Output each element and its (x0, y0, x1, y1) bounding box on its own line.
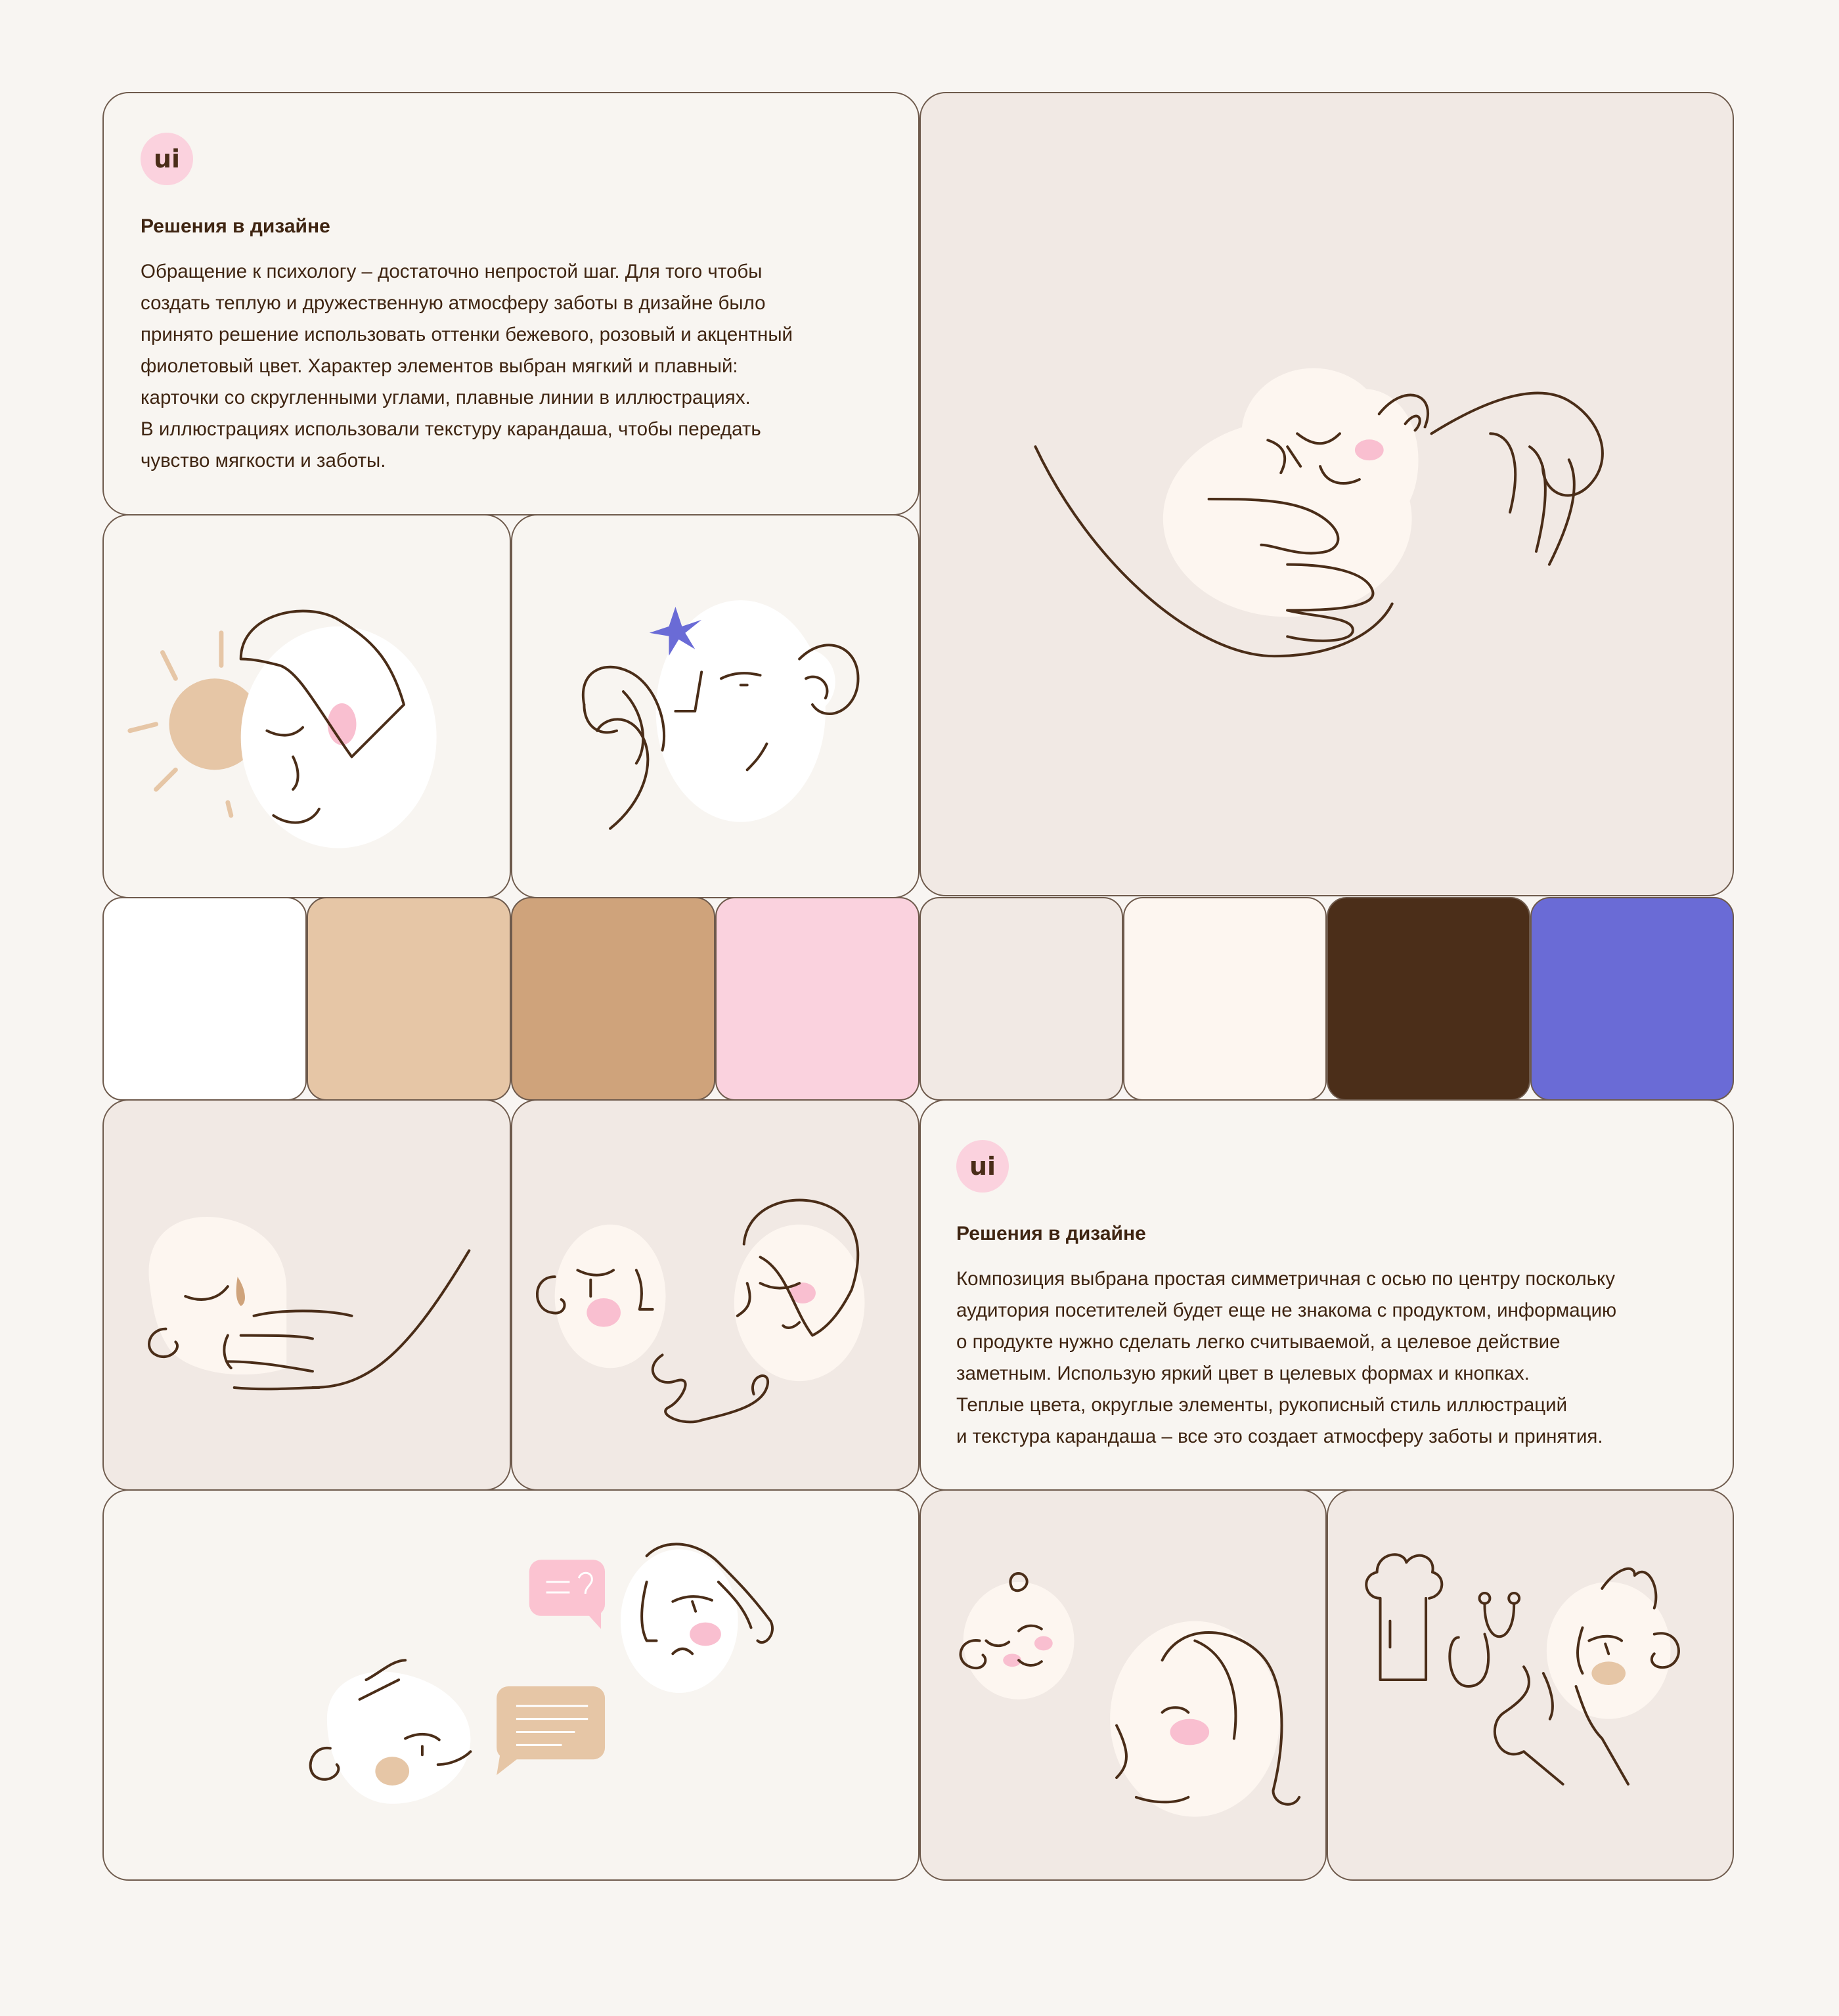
ui-badge: ui (956, 1140, 1009, 1193)
illustration-chat-card (102, 1489, 920, 1881)
swatch-violet (1530, 897, 1734, 1101)
chat-illustration (104, 1491, 918, 1879)
card-title: Решения в дизайне (956, 1223, 1146, 1244)
description-line: фиолетовый цвет. Характер элементов выбран мягкий и плавный: (141, 355, 738, 377)
description-line: о продукте нужно сделать легко считываемой, а целевое действие (956, 1331, 1561, 1353)
baby-illustration (921, 1491, 1325, 1879)
description-line: карточки со скругленными углами, плавные линии в иллюстрациях. (141, 387, 751, 408)
comfort-illustration (104, 1101, 510, 1489)
thinking-face-illustration (512, 515, 918, 897)
illustration-professions-card (1327, 1489, 1734, 1881)
description-line: принято решение использовать оттенки бежевого, розовый и акцентный (141, 324, 793, 345)
illustration-sun-face-card (102, 514, 511, 898)
design-decisions-card-1 (102, 92, 920, 515)
swatch-tan (511, 897, 715, 1101)
description-line: Обращение к психологу – достаточно непростой шаг. Для того чтобы (141, 261, 763, 282)
description-line: создать теплую и дружественную атмосферу заботы в дизайне было (141, 292, 766, 314)
swatch-cream (1123, 897, 1327, 1101)
illustration-two-faces-card (511, 1099, 920, 1491)
swatch-pink (715, 897, 920, 1101)
swatch-dark-brown (1327, 897, 1530, 1101)
card-description (956, 1263, 1616, 1453)
description-line: заметным. Использую яркий цвет в целевых формах и кнопках. (956, 1363, 1530, 1384)
description-line: Теплые цвета, округлые элементы, рукописный стиль иллюстраций (956, 1394, 1568, 1416)
hug-illustration (921, 93, 1733, 895)
illustration-thinking-face-card (511, 514, 920, 898)
illustration-hug-card (920, 92, 1734, 896)
ui-badge: ui (141, 133, 193, 185)
illustration-comfort-card (102, 1099, 511, 1491)
card-description (141, 256, 793, 477)
card-title: Решения в дизайне (141, 215, 330, 237)
sun-face-illustration (104, 515, 510, 897)
illustration-baby-card (920, 1489, 1327, 1881)
swatch-light-beige (307, 897, 511, 1101)
description-line: аудитория посетителей будет еще не знакома с продуктом, информацию (956, 1300, 1617, 1321)
description-line: Композиция выбрана простая симметричная с осью по центру поскольку (956, 1268, 1615, 1290)
swatch-white (102, 897, 307, 1101)
professions-illustration (1328, 1491, 1733, 1879)
description-line: В иллюстрациях использовали текстуру карандаша, чтобы передать (141, 418, 761, 440)
description-line: и текстура карандаша – все это создает атмосферу заботы и принятия. (956, 1426, 1603, 1447)
design-decisions-card-2 (920, 1099, 1734, 1491)
description-line: чувство мягкости и заботы. (141, 450, 386, 471)
two-faces-illustration (512, 1101, 918, 1489)
swatch-warm-grey (920, 897, 1123, 1101)
